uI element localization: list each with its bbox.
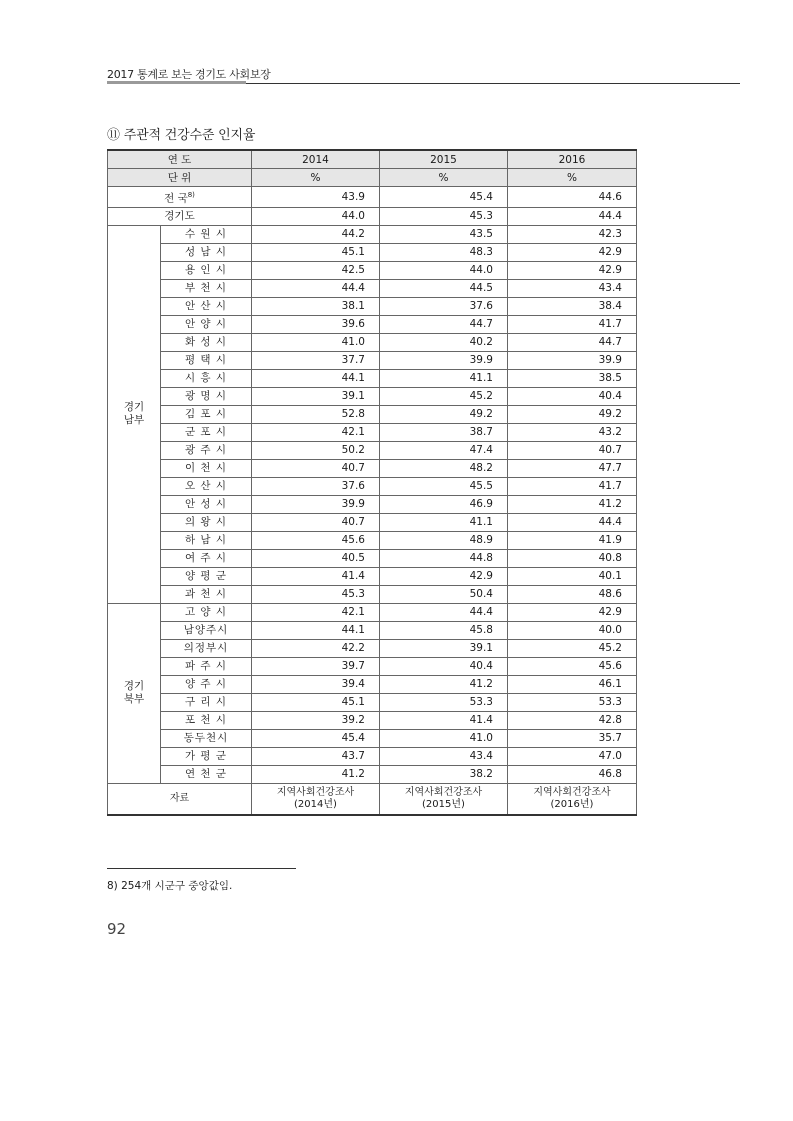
- value-cell: 45.1: [252, 243, 380, 261]
- city-name: 오 산 시: [161, 477, 252, 495]
- value-cell: 41.2: [380, 675, 508, 693]
- value-cell: 42.1: [252, 423, 380, 441]
- value-cell: 44.8: [380, 549, 508, 567]
- source-name: 지역사회건강조사: [404, 786, 483, 798]
- value-cell: 53.3: [380, 693, 508, 711]
- value-cell: 42.5: [252, 261, 380, 279]
- source-cell: [252, 783, 380, 815]
- value-cell: 40.7: [508, 441, 637, 459]
- table-row-national: [108, 187, 637, 208]
- value-cell: 43.4: [380, 747, 508, 765]
- table-row: [108, 333, 637, 351]
- city-name: 의정부시: [161, 639, 252, 657]
- source-label: 자료: [108, 783, 252, 815]
- city-name: 양 평 군: [161, 567, 252, 585]
- city-name: 여 주 시: [161, 549, 252, 567]
- value-cell: 46.1: [508, 675, 637, 693]
- value-cell: 37.6: [252, 477, 380, 495]
- header-row-unit: [108, 169, 637, 187]
- city-name: 과 천 시: [161, 585, 252, 603]
- table-row: [108, 513, 637, 531]
- page-number: 92: [107, 920, 127, 938]
- value-cell: 41.1: [380, 369, 508, 387]
- value-cell: 44.0: [380, 261, 508, 279]
- table-row: [108, 693, 637, 711]
- value-cell: 44.0: [252, 207, 380, 225]
- value-cell: 40.4: [508, 387, 637, 405]
- value-cell: 40.5: [252, 549, 380, 567]
- group-label-north: 경기 북부: [108, 603, 161, 783]
- value-cell: 42.9: [508, 243, 637, 261]
- table-row: [108, 423, 637, 441]
- table-row-province: [108, 207, 637, 225]
- source-name: 지역사회건강조사: [276, 786, 355, 798]
- value-cell: 45.8: [380, 621, 508, 639]
- source-year: (2016년): [550, 798, 594, 810]
- value-cell: 45.2: [380, 387, 508, 405]
- source-cell: [380, 783, 508, 815]
- value-cell: 42.9: [508, 261, 637, 279]
- source-year: (2014년): [294, 798, 337, 810]
- value-cell: 46.9: [380, 495, 508, 513]
- value-cell: 38.4: [508, 297, 637, 315]
- value-cell: 47.4: [380, 441, 508, 459]
- value-cell: 42.8: [508, 711, 637, 729]
- value-cell: 37.7: [252, 351, 380, 369]
- value-cell: 38.1: [252, 297, 380, 315]
- table-body: [108, 150, 637, 815]
- value-cell: 37.6: [380, 297, 508, 315]
- city-name: 시 흥 시: [161, 369, 252, 387]
- value-cell: 44.4: [508, 513, 637, 531]
- value-cell: 41.2: [508, 495, 637, 513]
- value-cell: 42.1: [252, 603, 380, 621]
- value-cell: 38.2: [380, 765, 508, 783]
- value-cell: 39.9: [380, 351, 508, 369]
- value-cell: 39.4: [252, 675, 380, 693]
- value-cell: 43.7: [252, 747, 380, 765]
- value-cell: 48.2: [380, 459, 508, 477]
- value-cell: 39.9: [508, 351, 637, 369]
- unit-header-cell: %: [380, 169, 508, 187]
- city-name: 광 명 시: [161, 387, 252, 405]
- value-cell: 38.5: [508, 369, 637, 387]
- value-cell: 42.3: [508, 225, 637, 243]
- value-cell: 39.9: [252, 495, 380, 513]
- table-row: [108, 621, 637, 639]
- value-cell: 45.1: [252, 693, 380, 711]
- value-cell: 35.7: [508, 729, 637, 747]
- city-name: 연 천 군: [161, 765, 252, 783]
- value-cell: 41.4: [252, 567, 380, 585]
- table-row: [108, 729, 637, 747]
- header-rule-accent: [107, 81, 246, 84]
- value-cell: 49.2: [380, 405, 508, 423]
- year-header-label: 연 도: [108, 150, 252, 169]
- province-label: 경기도: [108, 207, 252, 225]
- city-name: 하 남 시: [161, 531, 252, 549]
- value-cell: 39.1: [252, 387, 380, 405]
- table-row: [108, 279, 637, 297]
- city-name: 동두천시: [161, 729, 252, 747]
- table-row: [108, 495, 637, 513]
- value-cell: 49.2: [508, 405, 637, 423]
- table-row: [108, 603, 637, 621]
- source-name: 지역사회건강조사: [533, 786, 611, 798]
- value-cell: 45.4: [252, 729, 380, 747]
- value-cell: 52.8: [252, 405, 380, 423]
- city-name: 포 천 시: [161, 711, 252, 729]
- value-cell: 41.7: [508, 315, 637, 333]
- city-name: 부 천 시: [161, 279, 252, 297]
- city-name: 군 포 시: [161, 423, 252, 441]
- city-name: 성 남 시: [161, 243, 252, 261]
- value-cell: 48.9: [380, 531, 508, 549]
- value-cell: 40.1: [508, 567, 637, 585]
- value-cell: 44.4: [508, 207, 637, 225]
- value-cell: 45.6: [508, 657, 637, 675]
- table-row: [108, 459, 637, 477]
- running-header: 2017 통계로 보는 경기도 사회보장: [107, 68, 271, 81]
- value-cell: 44.6: [508, 187, 637, 208]
- national-label: [108, 187, 252, 208]
- value-cell: 45.5: [380, 477, 508, 495]
- table-row: [108, 675, 637, 693]
- value-cell: 41.0: [380, 729, 508, 747]
- city-name: 안 양 시: [161, 315, 252, 333]
- city-name: 용 인 시: [161, 261, 252, 279]
- section-title: ⑪ 주관적 건강수준 인지율: [107, 128, 256, 143]
- city-name: 이 천 시: [161, 459, 252, 477]
- table-row: [108, 585, 637, 603]
- value-cell: 48.6: [508, 585, 637, 603]
- table-row: [108, 315, 637, 333]
- value-cell: 43.4: [508, 279, 637, 297]
- value-cell: 38.7: [380, 423, 508, 441]
- value-cell: 47.0: [508, 747, 637, 765]
- value-cell: 40.4: [380, 657, 508, 675]
- city-name: 구 리 시: [161, 693, 252, 711]
- footnote-marker: 8): [187, 191, 195, 199]
- value-cell: 44.4: [380, 603, 508, 621]
- value-cell: 44.7: [508, 333, 637, 351]
- table-row: [108, 369, 637, 387]
- header-rule: [246, 83, 740, 84]
- health-perception-table: [107, 149, 637, 816]
- city-name: 안 성 시: [161, 495, 252, 513]
- city-name: 김 포 시: [161, 405, 252, 423]
- value-cell: 45.4: [380, 187, 508, 208]
- table-row: [108, 549, 637, 567]
- city-name: 광 주 시: [161, 441, 252, 459]
- value-cell: 45.6: [252, 531, 380, 549]
- table-row: [108, 225, 637, 243]
- value-cell: 40.2: [380, 333, 508, 351]
- header-row-year: [108, 150, 637, 169]
- table-row: [108, 351, 637, 369]
- city-name: 가 평 군: [161, 747, 252, 765]
- city-name: 고 양 시: [161, 603, 252, 621]
- city-name: 파 주 시: [161, 657, 252, 675]
- value-cell: 41.2: [252, 765, 380, 783]
- value-cell: 41.9: [508, 531, 637, 549]
- value-cell: 50.2: [252, 441, 380, 459]
- value-cell: 39.1: [380, 639, 508, 657]
- value-cell: 41.4: [380, 711, 508, 729]
- table-row: [108, 639, 637, 657]
- value-cell: 40.0: [508, 621, 637, 639]
- value-cell: 42.2: [252, 639, 380, 657]
- table-row: [108, 477, 637, 495]
- table-row: [108, 297, 637, 315]
- value-cell: 45.2: [508, 639, 637, 657]
- city-name: 수 원 시: [161, 225, 252, 243]
- table-row: [108, 243, 637, 261]
- city-name: 안 산 시: [161, 297, 252, 315]
- year-header-cell: 2016: [508, 150, 637, 169]
- table-row: [108, 567, 637, 585]
- unit-header-cell: %: [252, 169, 380, 187]
- table-row: [108, 441, 637, 459]
- value-cell: 50.4: [380, 585, 508, 603]
- source-year: (2015년): [422, 798, 465, 810]
- table-row: [108, 387, 637, 405]
- value-cell: 39.7: [252, 657, 380, 675]
- value-cell: 44.1: [252, 621, 380, 639]
- year-header-cell: 2014: [252, 150, 380, 169]
- value-cell: 40.7: [252, 459, 380, 477]
- value-cell: 39.2: [252, 711, 380, 729]
- value-cell: 47.7: [508, 459, 637, 477]
- city-name: 의 왕 시: [161, 513, 252, 531]
- value-cell: 41.7: [508, 477, 637, 495]
- value-cell: 44.7: [380, 315, 508, 333]
- value-cell: 43.2: [508, 423, 637, 441]
- city-name: 평 택 시: [161, 351, 252, 369]
- value-cell: 46.8: [508, 765, 637, 783]
- city-name: 양 주 시: [161, 675, 252, 693]
- year-header-cell: 2015: [380, 150, 508, 169]
- value-cell: 41.1: [380, 513, 508, 531]
- city-name: 화 성 시: [161, 333, 252, 351]
- value-cell: 44.4: [252, 279, 380, 297]
- value-cell: 40.7: [252, 513, 380, 531]
- city-name: 남양주시: [161, 621, 252, 639]
- group-label-south: 경기 남부: [108, 225, 161, 603]
- value-cell: 44.5: [380, 279, 508, 297]
- value-cell: 43.9: [252, 187, 380, 208]
- value-cell: 39.6: [252, 315, 380, 333]
- table-row: [108, 747, 637, 765]
- value-cell: 41.0: [252, 333, 380, 351]
- source-cell: [508, 783, 637, 815]
- value-cell: 42.9: [380, 567, 508, 585]
- value-cell: 45.3: [380, 207, 508, 225]
- table-row: [108, 657, 637, 675]
- source-row: [108, 783, 637, 815]
- value-cell: 40.8: [508, 549, 637, 567]
- value-cell: 45.3: [252, 585, 380, 603]
- value-cell: 43.5: [380, 225, 508, 243]
- value-cell: 42.9: [508, 603, 637, 621]
- value-cell: 48.3: [380, 243, 508, 261]
- value-cell: 44.1: [252, 369, 380, 387]
- footnote: 8) 254개 시군구 중앙값임.: [107, 880, 233, 892]
- footnote-rule: [107, 868, 296, 869]
- unit-header-label: 단 위: [108, 169, 252, 187]
- national-label-text: 전 국: [164, 192, 188, 205]
- table-row: [108, 711, 637, 729]
- unit-header-cell: %: [508, 169, 637, 187]
- table-row: [108, 261, 637, 279]
- table-row: [108, 531, 637, 549]
- value-cell: 53.3: [508, 693, 637, 711]
- value-cell: 44.2: [252, 225, 380, 243]
- table-row: [108, 765, 637, 783]
- table-row: [108, 405, 637, 423]
